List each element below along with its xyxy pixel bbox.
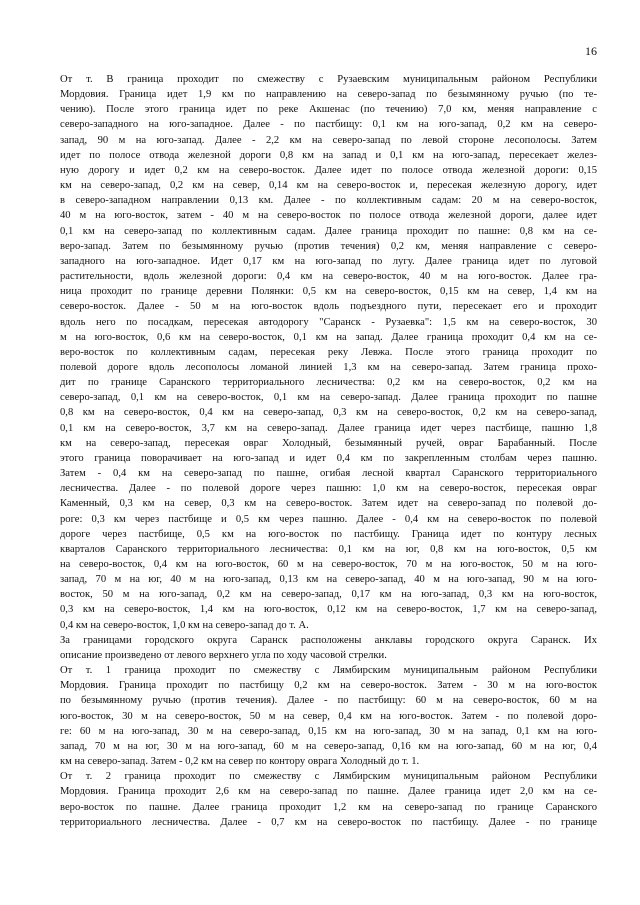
text-line: ге: 60 м на юго-запад, 30 м на северо-запад, 0,15 км на юго-запад, 30 м на запад, 0,1 км на юго- — [60, 725, 597, 737]
paragraph — [60, 633, 597, 663]
text-line: веро-восток по коллективным садам, пересекая реку Левжа. После этого граница проходит по — [60, 346, 597, 358]
text-line: Каменный, 0,3 км на север, 0,3 км на северо-восток. Затем идет на северо-запад по полевой до- — [60, 498, 597, 510]
text-line: За границами городского округа Саранск расположены анклавы городского округа Саранск. Их — [60, 634, 597, 646]
text-line: 0,1 км на северо-восток, 3,7 км на северо-запад. Далее граница идет через пастбище, пашню 1,8 — [60, 422, 597, 434]
text-line: лесничества. Далее - по полевой дороге через пашню: 1,0 км на северо-восток, пересекая овраг — [60, 483, 597, 495]
text-line: км на северо-запад, пересекая овраг Холодный, безымянный ручей, овраг Барабанный. После — [60, 437, 597, 449]
text-line: растительности, вдоль железной дороги: 0,4 км на северо-восток, 40 м на юго-восток. Далее гра- — [60, 271, 597, 283]
paragraph — [60, 72, 597, 633]
text-line: Затем - 0,4 км на северо-запад по пашне, огибая лесной квартал Саранского территориального — [60, 468, 597, 480]
text-line: восток, 50 м на юго-запад, 0,2 км на северо-запад, 0,17 км на юго-запад, 0,3 км на юго-восток, — [60, 589, 597, 601]
text-line: веро-запад. Затем по безымянному ручью (против течения) 0,2 км, меняя направление с северо- — [60, 240, 597, 252]
text-line: роге: 0,3 км через пастбище и 0,5 км через пашню. Далее - 0,4 км на северо-восток по полевой — [60, 513, 597, 525]
text-line: северо-запад, 0,1 км на северо-восток, 0,1 км на северо-запад. Далее граница проходит по пашне — [60, 392, 597, 404]
text-line: на северо-восток, 0,4 км на юго-восток, 60 м на северо-восток, 70 м на юго-восток, 50 м на юго- — [60, 559, 597, 570]
text-line: ница проходит по границе деревни Полянки: 0,5 км на северо-восток, 0,15 км на север, 1,4 км на — [60, 286, 597, 298]
text-line: Мордовия. Граница проходит по пастбищу 0,2 км на северо-восток. Затем - 30 м на юго-восток — [60, 680, 597, 692]
text-line: запад, 70 м на юг, 30 м на юго-запад, 60 м на северо-запад, 0,16 км на юго-запад, 60 м на юг, 0,4 — [60, 740, 597, 752]
text-line: 0,4 км на северо-восток, 1,0 км на северо-запад до т. А. — [60, 619, 309, 631]
text-line: м на юго-восток, 0,6 км на северо-восток, 0,1 км на запад. Далее граница проходит 0,4 км на се- — [60, 331, 597, 343]
text-line: территориального лесничества. Далее - 0,7 км на северо-восток по пастбищу. Далее - по границе — [60, 816, 597, 828]
text-line: От т. 2 граница проходит по смежеству с Лямбирским муниципальным районом Республики — [60, 771, 597, 783]
text-line: северо-восток. Далее - 50 м на юго-восток вдоль подъездного пути, пересекает его и проходит — [60, 301, 597, 313]
text-line: в северо-западном направлении 0,13 км. Далее - по коллективным садам: 20 м на северо-восток, — [60, 195, 597, 207]
text-line: Мордовия. Граница проходит 2,6 км на северо-запад по пашне. Далее граница идет 2,0 км на се- — [60, 786, 597, 798]
text-line: кварталов Саранского территориального лесничества: 0,1 км на юг, 0,8 км на юго-восток, 0,5 км — [60, 543, 597, 555]
text-line: От т. 1 граница проходит по смежеству с Лямбирским муниципальным районом Республики — [60, 665, 597, 677]
text-line: км на северо-запад. Затем - 0,2 км на север по контору оврага Холодный до т. 1. — [60, 756, 420, 768]
text-line: этого граница поворачивает на юго-запад и идет 0,4 км по закрепленным столбам через пашню. — [60, 452, 597, 464]
text-line: дит по границе Саранского территориального лесничества: 0,2 км на северо-восток, 0,2 км на — [60, 377, 597, 389]
text-line: западного на юго-западное. Идет 0,17 км на юго-запад по лугу. Далее граница идет по луговой — [60, 255, 597, 267]
text-line: северо-западного на юго-западное. Далее - по пастбищу: 0,1 км на юго-запад, 0,2 км на северо- — [60, 119, 597, 131]
text-line: по безымянному ручью (против течения). Далее - по пастбищу: 60 м на северо-восток, 60 м на — [60, 695, 597, 707]
text-line: чению). После этого граница идет по реке Акшенас (по течению) 7,0 км, меняя направление с — [60, 104, 597, 116]
document-body — [60, 72, 597, 830]
paragraph — [60, 663, 597, 769]
text-line: описание произведено от левого верхнего угла по ходу часовой стрелки. — [60, 649, 387, 661]
text-line: Мордовия. Граница идет 1,9 км по направлению на северо-запад по безымянному ручью (по те- — [60, 89, 597, 101]
text-line: 0,3 км на северо-восток, 1,4 км на юго-восток, 0,12 км на северо-восток, 1,7 км на северо-запад, — [60, 604, 597, 616]
text-line: запад, 90 м на юго-запад. Далее - 2,2 км на северо-запад по левой стороне лесополосы. Затем — [60, 134, 597, 146]
text-line: От т. В граница проходит по смежеству с Рузаевским муниципальным районом Республики — [60, 74, 597, 85]
text-line: идет по полосе отвода железной дороги 0,8 км на запад и 0,1 км на юго-запад, пересекает желез- — [60, 149, 597, 161]
text-line: дороге через пастбище, 0,5 км на юго-восток по пастбищу. Граница идет по контуру лесных — [60, 528, 597, 540]
paragraph — [60, 769, 597, 830]
text-line: веро-восток по пашне. Далее граница проходит 1,2 км на северо-запад по границе Саранского — [60, 801, 597, 813]
text-line: км на северо-запад, 0,2 км на север, 0,14 км на северо-восток и, пересекая железную дорогу, идет — [60, 180, 597, 192]
text-line: вдоль него по посадкам, пересекая автодорогу "Саранск - Рузаевка": 1,5 км на северо-восток, 30 — [60, 316, 597, 328]
page-number: 16 — [585, 44, 597, 58]
text-line: юго-восток, 30 м на северо-восток, 50 м на север, 0,4 км на юго-восток. Затем - по полевой доро- — [60, 710, 597, 722]
text-line: 0,8 км на северо-восток, 0,4 км на северо-запад, 0,3 км на северо-восток, 0,2 км на северо-запад, — [60, 407, 597, 419]
text-line: 40 м на юго-восток, затем - 40 м на северо-восток по полосе отвода железной дороги, далее идет — [60, 210, 597, 222]
text-line: запад, 70 м на юг, 40 м на юго-запад, 0,13 км на северо-запад, 40 м на юго-запад, 90 м на юго- — [60, 574, 597, 586]
text-line: 0,1 км на северо-запад по коллективным садам. Далее граница проходит по пашне: 0,8 км на се- — [60, 225, 597, 237]
text-line: ную дорогу и идет 0,2 км на северо-восток. Далее идет по полосе отвода железной дороги: 0,15 — [60, 164, 597, 176]
text-line: полевой дороге вдоль лесополосы ломаной линией 1,3 км на северо-запад. Затем граница прохо- — [60, 361, 597, 373]
